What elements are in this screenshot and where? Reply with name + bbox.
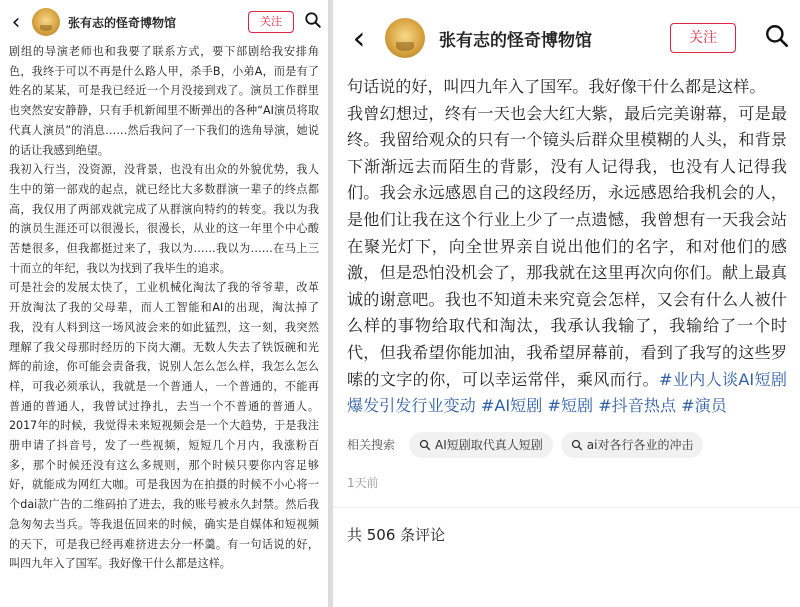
post-time: 1天前	[347, 475, 379, 490]
search-icon[interactable]	[304, 11, 322, 33]
search-icon	[571, 439, 583, 451]
related-search-text: AI短剧取代真人短剧	[435, 438, 543, 453]
avatar[interactable]	[32, 8, 60, 36]
comment-count[interactable]: 共 506 条评论	[347, 525, 446, 544]
post-paragraph: 我初入行当，没资源，没背景，也没有出众的外貌优势，我人生中的第一部戏的起点，就已经比大多数群演一辈子的终点都高，我仅用了两部戏就完成了从群演向特约的转变。我以为我的演员生涯还可以很漫长，很漫长，从业的这一年里个中心酸苦楚很多，但我都挺过来了，我以为……我以为……在马上三十而立的年纪，我以为找到了我毕生的追求。	[9, 163, 319, 275]
post-paragraph: 可是社会的发展太快了，工业机械化淘汰了我的爷爷辈，改革开放淘汰了我的父母辈，而人工智能和AI的出现，淘汰掉了我，没有人料到这一场风波会来的如此猛烈，这一刻，我突然理解了我父母那时经历的下岗大潮。无数人失去了铁饭碗和光辉的前途，你可能会责备我，说别人怎么怎么样，我怎么怎么样，可我必须承认，我就是一个普通人，一个普通的，不能再普通的普通人，我曾试过挣扎，去当一个不普通的普通人。2017年的时候，我觉得未来短视频会是一个大趋势，于是我注册申请了抖音号，发了一些视频，短短几个月内，我涨粉百多，那个时候还没有这么多规则，那个时候只要你内容足够好，就能成为网红大咖。可是我因为在拍摄的时候不小心将一个dai款广告的二维码拍了进去，我的账号被永久封禁。然后我急匆匆去当兵。等我退伍回来的时候，确实是自媒体和短视频的天下，可是我已经再难挤进去分一杯羹。有一句话说的好，叫四九年入了国军。我好像干什么都是这样。	[9, 281, 319, 571]
back-chevron-icon[interactable]: ‹	[352, 19, 366, 57]
post-text: 我曾幻想过，终有一天也会大红大紫，最后完美谢幕，可是最终。我留给观众的只有一个镜头后群众里模糊的人头，和背景下渐渐远去而陌生的背影，没有人记得我，也没有人记得我们。我会永远感恩自己的这段经历，永远感恩给我机会的人，是他们让我在这个行业上少了一点遗憾，我曾想有一天我会站在聚光灯下，向全世界亲自说出他们的名字，和对他们的感激，但是恐怕没机会了，那我就在这里再次向你们。献上最真诚的谢意吧。我也不知道未来究竟会怎样，又会有什么人被什么样的事物给取代和淘汰，我承认我输了，我输给了一个时代，但我希望你能加油，我希望屏幕前，看到了我写的这些罗嗦的文字的你，可以幸运常伴，乘风而行。	[347, 103, 787, 389]
avatar[interactable]	[385, 18, 425, 58]
follow-button[interactable]: 关注	[248, 11, 294, 33]
post-paragraph	[347, 101, 787, 420]
hashtags[interactable]: #业内人谈AI短剧爆发引发行业变动 #AI短剧 #短剧 #抖音热点 #演员	[347, 369, 788, 416]
related-search-text: ai对各行各业的冲击	[586, 438, 694, 453]
related-searches	[347, 432, 786, 458]
account-name[interactable]: 张有志的怪奇博物馆	[439, 30, 592, 51]
divider	[333, 507, 800, 508]
back-chevron-icon[interactable]: ‹	[11, 9, 21, 35]
follow-button[interactable]: 关注	[670, 23, 736, 53]
right-screenshot-panel	[333, 0, 800, 607]
related-search-chip[interactable]	[409, 432, 553, 458]
search-icon[interactable]	[764, 23, 790, 53]
post-paragraph: 剧组的导演老师也和我要了联系方式，要下部剧给我安排角色，我终于可以不再是什么路人甲，杀手B，小弟A，而是有了姓名的某某，可是我已经近一个月没接到戏了。演员工作群里也突然安安静静，只有手机新闻里不断弹出的各种“AI演员将取代真人演员”的消息……然后我问了一下我们的选角导演，她说的话让我感到绝望。	[9, 45, 319, 157]
search-icon	[419, 439, 431, 451]
related-label: 相关搜索	[347, 438, 396, 453]
left-header	[0, 0, 328, 44]
post-body	[333, 74, 800, 420]
left-screenshot-panel	[0, 0, 328, 607]
post-body	[0, 42, 328, 574]
right-header	[333, 0, 800, 76]
account-name[interactable]: 张有志的怪奇博物馆	[68, 15, 177, 30]
post-paragraph: 句话说的好，叫四九年入了国军。我好像干什么都是这样。	[347, 77, 766, 96]
related-search-chip[interactable]	[561, 432, 704, 458]
